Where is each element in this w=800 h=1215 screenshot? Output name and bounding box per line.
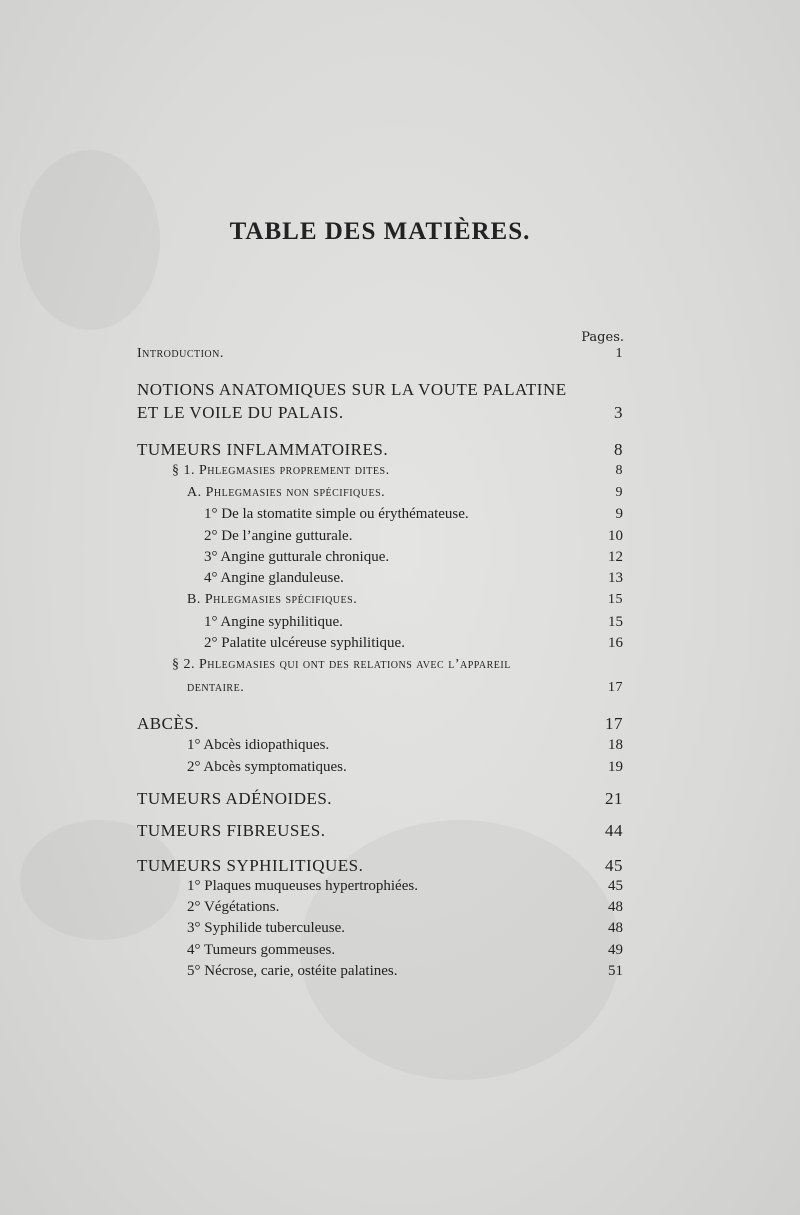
toc-entry-text: 2° Palatite ulcéreuse syphilitique.: [204, 635, 405, 651]
toc-entry-text: 1° Angine syphilitique.: [204, 614, 343, 630]
toc-entry-page: 9: [615, 485, 623, 500]
toc-entry-text: § 1. Phlegmasies proprement dites.: [172, 463, 390, 478]
toc-entry-text: ET LE VOILE DU PALAIS.: [137, 403, 344, 422]
toc-entry-text: 4° Tumeurs gommeuses.: [187, 942, 336, 958]
toc-entry-page: 8: [615, 463, 623, 478]
toc-entry-text: 1° Plaques muqueuses hypertrophiées.: [187, 878, 418, 894]
toc-entry-page: 9: [615, 506, 623, 522]
toc-entry-page: 45: [608, 878, 623, 894]
toc-entry-page: 21: [605, 789, 623, 808]
toc-entry-text: § 2. Phlegmasies qui ont des relations avec l’appareil: [172, 657, 511, 672]
toc-entry-page: 13: [608, 570, 623, 586]
toc-entry-page: 45: [605, 856, 623, 875]
toc-entry-text: TUMEURS SYPHILITIQUES.: [137, 856, 364, 875]
toc-entry-page: 8: [614, 440, 623, 459]
toc-entry-text: 2° De l’angine gutturale.: [204, 528, 353, 544]
page-title: TABLE DES MATIÈRES.: [229, 218, 531, 245]
toc-entry-text: TUMEURS INFLAMMATOIRES.: [137, 440, 389, 459]
toc-entry-text: NOTIONS ANATOMIQUES SUR LA VOUTE PALATINE: [137, 380, 567, 399]
toc-entry-page: 1: [615, 346, 623, 361]
toc-entry-page: 18: [608, 737, 623, 753]
toc-entry-page: 51: [608, 963, 623, 979]
toc-entry-page: 17: [605, 714, 623, 733]
pages-column-label: Pages.: [581, 330, 624, 345]
toc-entry-text: Introduction.: [137, 346, 224, 361]
toc-entry-page: 3: [614, 403, 623, 422]
toc-entry-page: 10: [608, 528, 623, 544]
toc-entry-page: 49: [608, 942, 623, 958]
toc-entry-page: 12: [608, 549, 623, 565]
toc-entry-page: 15: [608, 592, 623, 607]
toc-entry-page: 19: [608, 759, 623, 775]
toc-entry-text: A. Phlegmasies non spécifiques.: [187, 485, 386, 500]
toc-entry-text: 1° Abcès idiopathiques.: [187, 737, 330, 753]
toc-entry-text: TUMEURS FIBREUSES.: [137, 821, 326, 840]
toc-entry-page: 16: [608, 635, 623, 651]
toc-entry-text: dentaire.: [187, 680, 245, 695]
toc-entry-page: 48: [608, 920, 623, 936]
toc-entry-text: 3° Angine gutturale chronique.: [204, 549, 390, 565]
toc-entry-page: 17: [608, 680, 623, 695]
toc-entry-page: 44: [605, 821, 623, 840]
toc-entry-text: 4° Angine glanduleuse.: [204, 570, 344, 586]
toc-entry-page: 48: [608, 899, 623, 915]
toc-entry-text: TUMEURS ADÉNOIDES.: [137, 789, 333, 808]
toc-entry-text: 3° Syphilide tuberculeuse.: [187, 920, 346, 936]
toc-entry-text: ABCÈS.: [137, 714, 200, 733]
toc-entry-text: 1° De la stomatite simple ou érythémateuse.: [204, 506, 469, 522]
toc-entry-page: 15: [608, 614, 623, 630]
toc-entry-text: 2° Végétations.: [187, 899, 280, 915]
toc-entry-text: 2° Abcès symptomatiques.: [187, 759, 347, 775]
toc-entry-text: 5° Nécrose, carie, ostéite palatines.: [187, 963, 398, 979]
toc-entry-text: B. Phlegmasies spécifiques.: [187, 592, 358, 607]
